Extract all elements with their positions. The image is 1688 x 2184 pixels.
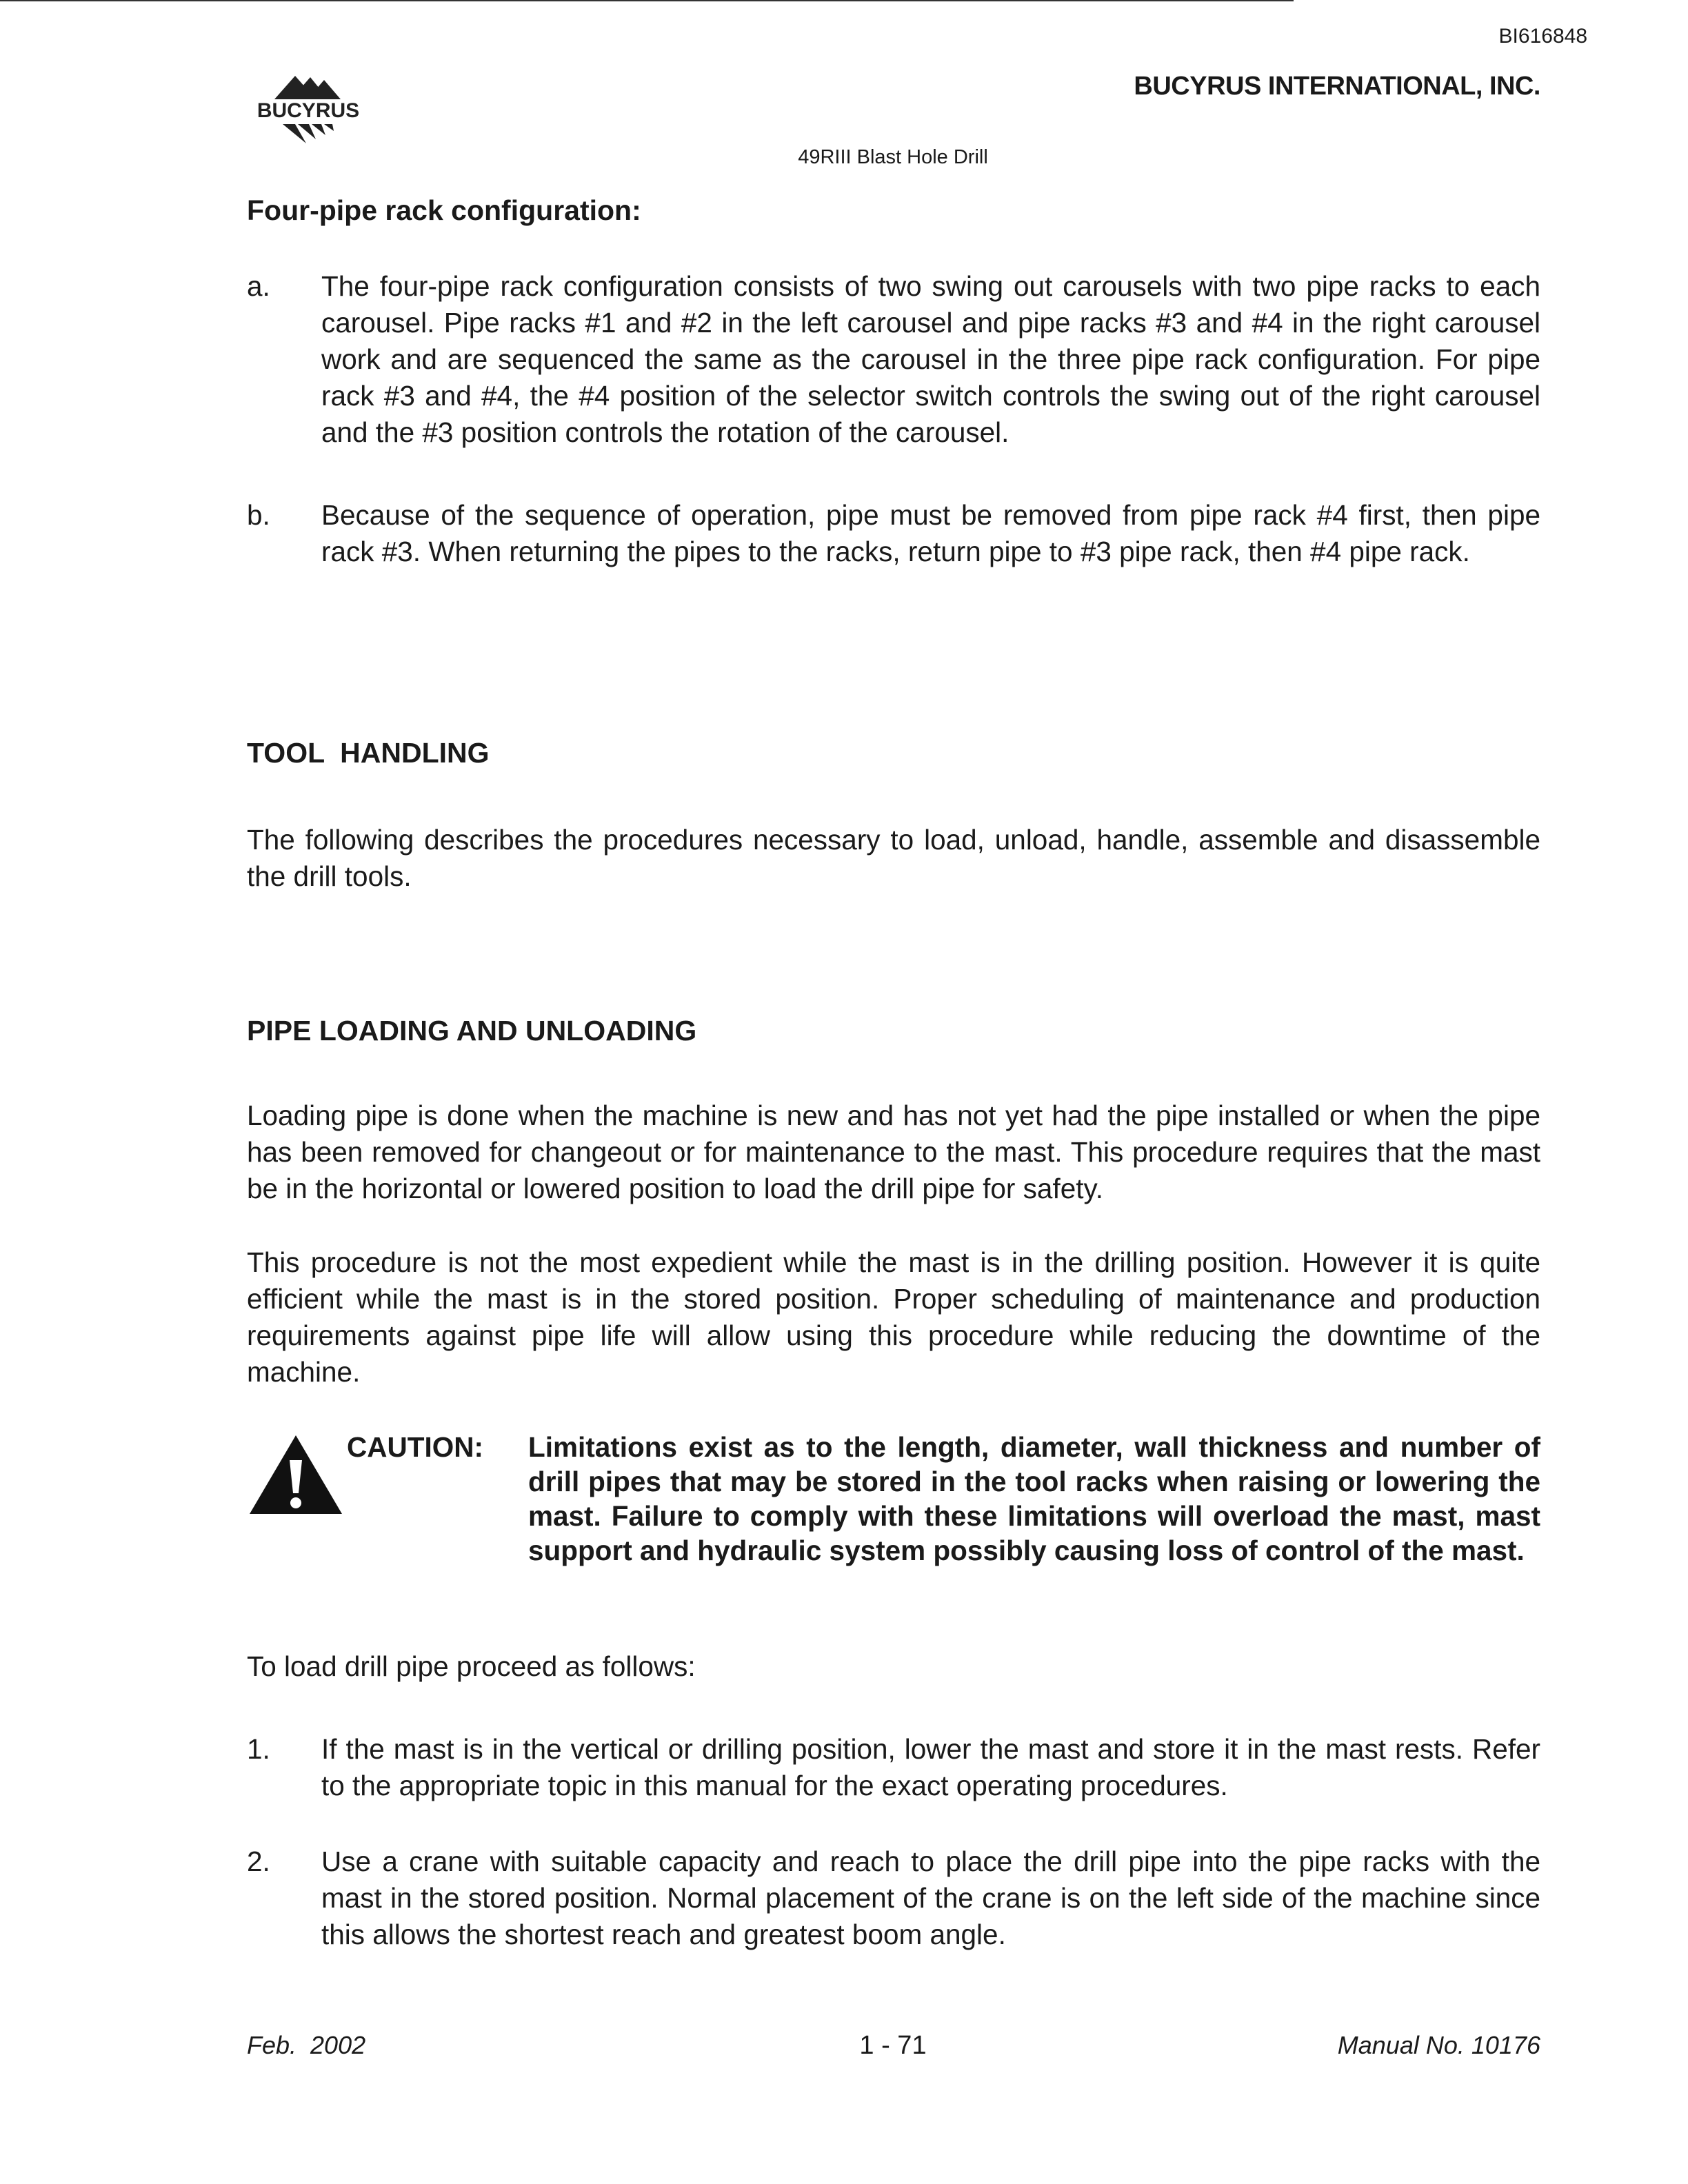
step-text: If the mast is in the vertical or drilling position, lower the mast and store it in the mast rests. Refer to the appropriate topic in this manual for the exact operating procedures.: [321, 1733, 1540, 1801]
caution-text: Limitations exist as to the length, diameter, wall thickness and number of drill pipes that may be stored in the tool racks when raising or lowering the mast. Failure to comply with these limitations will overload the mast, mast support and hydraulic system possibly causing loss of control of the mast.: [528, 1431, 1540, 1566]
list-item: [247, 1843, 1540, 1953]
caution-label: CAUTION:: [347, 1431, 483, 1463]
pipe-loading-paragraph-1: Loading pipe is done when the machine is new and has not yet had the pipe installed or when the pipe has been removed for changeout or for maintenance to the mast. This procedure requires that the mast be in the horizontal or lowered position to load the drill pipe for safety.: [247, 1100, 1540, 1204]
svg-text:BUCYRUS: BUCYRUS: [257, 99, 360, 122]
company-name: BUCYRUS INTERNATIONAL, INC.: [1134, 72, 1540, 101]
tool-handling-paragraph: The following describes the procedures necessary to load, unload, handle, assemble and disassemble the drill tools.: [247, 824, 1540, 892]
warning-triangle-icon: [247, 1433, 345, 1517]
bucyrus-logo: [247, 72, 370, 149]
section-heading-pipe-loading: PIPE LOADING AND UNLOADING: [247, 1015, 697, 1046]
list-item: [247, 497, 1540, 570]
section-heading-tool-handling: TOOL HANDLING: [247, 737, 490, 769]
procedure-intro: To load drill pipe proceed as follows:: [247, 1650, 696, 1682]
page-number: 1 - 71: [859, 2031, 927, 2060]
caution-notice: [247, 1430, 1540, 1568]
section-heading-four-pipe: Four-pipe rack configuration:: [247, 194, 641, 226]
list-item-text: Because of the sequence of operation, pipe must be removed from pipe rack #4 first, then pipe rack #3. When returning the pipes to the racks, return pipe to #3 pipe rack, then #4 pipe rack.: [321, 499, 1540, 567]
list-item: [247, 1731, 1540, 1804]
list-marker: b.: [247, 499, 270, 531]
list-item-text: The four-pipe rack configuration consists of two swing out carousels with two pipe racks to each carousel. Pipe racks #1 and #2 in the left carousel and pipe racks #3 and #4 in the right carousel work and are sequenced the same as the carousel in the three pipe rack configuration. For pipe rack #3 and #4, the #4 position of the selector switch controls the swing out of the right carousel and the #3 position controls the rotation of the carousel.: [321, 270, 1540, 448]
list-item: [247, 268, 1540, 451]
footer-date: Feb. 2002: [247, 2031, 366, 2059]
manual-number: Manual No. 10176: [1337, 2031, 1540, 2059]
document-subtitle: 49RIII Blast Hole Drill: [798, 146, 988, 168]
step-text: Use a crane with suitable capacity and reach to place the drill pipe into the pipe racks with the mast in the stored position. Normal placement of the crane is on the left side of the machine since this allows the shortest reach and greatest boom angle.: [321, 1846, 1540, 1950]
pipe-loading-paragraph-2: This procedure is not the most expedient while the mast is in the drilling position. However it is quite efficient while the mast is in the stored position. Proper scheduling of maintenance and production requirements against pipe life will allow using this procedure while reducing the downtime of the machine.: [247, 1246, 1540, 1388]
tool-handling-section: [247, 736, 1540, 769]
header-rule: [0, 0, 1294, 1]
four-pipe-heading-block: [247, 194, 1540, 227]
step-number: 1.: [247, 1733, 270, 1765]
document-id: BI616848: [1498, 25, 1587, 48]
step-number: 2.: [247, 1846, 270, 1877]
list-marker: a.: [247, 270, 270, 302]
